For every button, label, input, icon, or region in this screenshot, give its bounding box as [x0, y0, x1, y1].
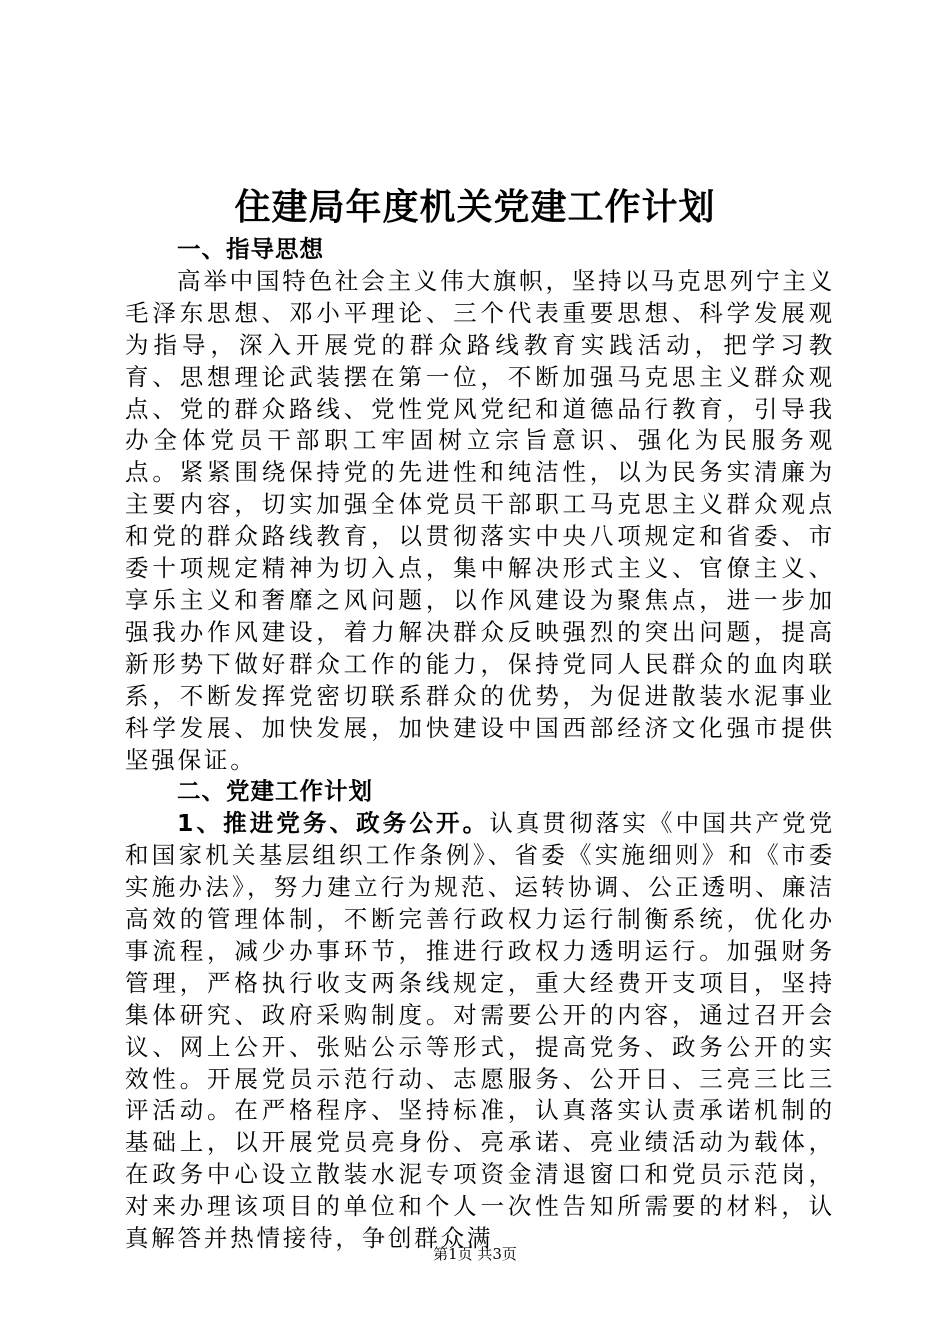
page-footer: 第1页 共3页 [433, 1245, 517, 1263]
section-heading-work-plan: 二、党建工作计划 [177, 777, 373, 806]
item-body-text: 认真贯彻落实《中国共产党党和国家机关基层组织工作条例》、省委《实施细则》和《市委实施办法》，努力建立行为规范、运转协调、公正透明、廉洁高效的管理体制，不断完善行政权力运行制衡系统，优化办事流程，减少办事环节，推进行政权力透明运行。加强财务管理，严格执行收支两条线规定，重大经费开支项目，坚持集体研究、政府采购制度。对需要公开的内容，通过召开会议、网上公开、张贴公示等形式，提高党务、政务公开的实效性。开展党员示范行动、志愿服务、公开日、三亮三比三评活动。在严格程序、坚持标准，认真落实认责承诺机制的基础上，以开展党员亮身份、亮承诺、亮业绩活动为载体，在政务中心设立散装水泥专项资金清退窗口和党员示范岗，对来办理该项目的单位和个人一次性告知所需要的材料，认真解答并热情接待，争创群众满 [125, 809, 836, 1253]
paragraph-guiding-thought: 高举中国特色社会主义伟大旗帜，坚持以马克思列宁主义毛泽东思想、邓小平理论、三个代表重要思想、科学发展观为指导，深入开展党的群众路线教育实践活动，把学习教育、思想理论武装摆在第一位，不断加强马克思主义群众观点、党的群众路线、党性党风党纪和道德品行教育，引导我办全体党员干部职工牢固树立宗旨意识、强化为民服务观点。紧紧围绕保持党的先进性和纯洁性，以为民务实清廉为主要内容，切实加强全体党员干部职工马克思主义群众观点和党的群众路线教育，以贯彻落实中央八项规定和省委、市委十项规定精神为切入点，集中解决形式主义、官僚主义、享乐主义和奢靡之风问题，以作风建设为聚焦点，进一步加强我办作风建设，着力解决群众反映强烈的突出问题，提高新形势下做好群众工作的能力，保持党同人民群众的血肉联系，不断发挥党密切联系群众的优势，为促进散装水泥事业科学发展、加快发展，加快建设中国西部经济文化强市提供坚强保证。 [125, 266, 835, 774]
document-body [125, 234, 835, 1255]
document-title: 住建局年度机关党建工作计划 [234, 187, 716, 228]
paragraph-work-plan-item-1 [125, 808, 835, 1255]
item-lead-text: 1、推进党务、政务公开。 [177, 809, 490, 838]
section-heading-guiding-thought: 一、指导思想 [177, 235, 324, 263]
